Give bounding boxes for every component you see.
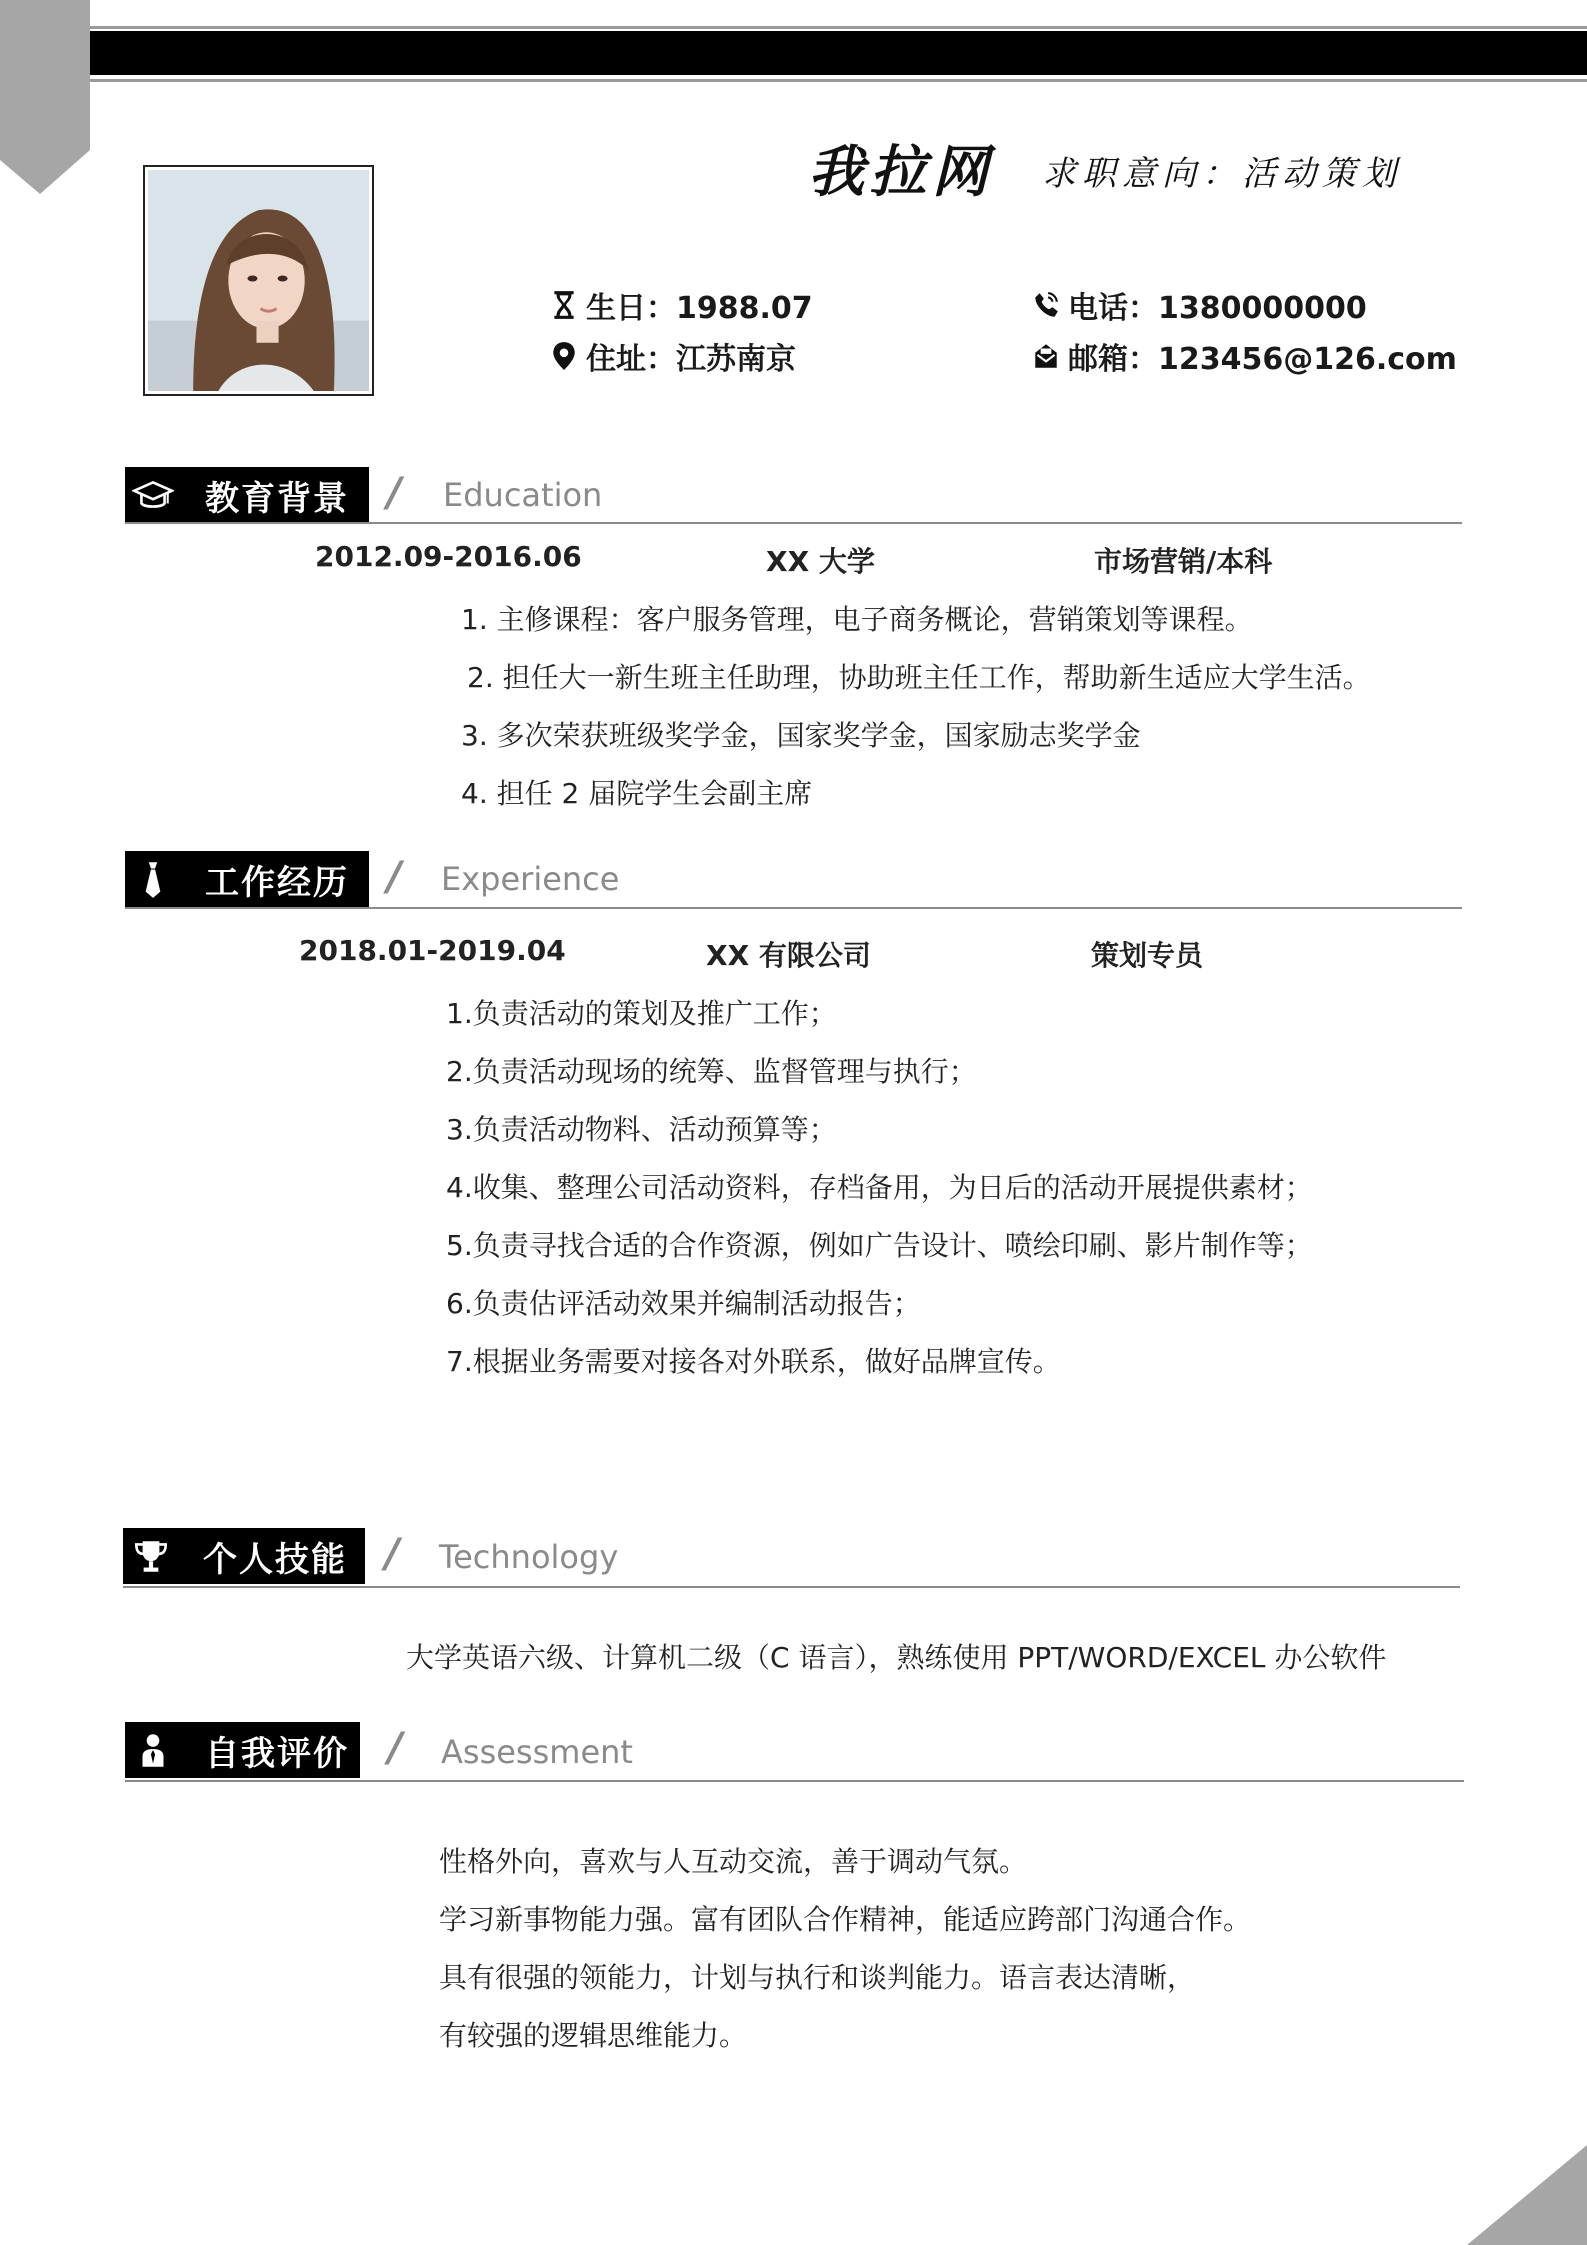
experience-item: 5.负责寻找合适的合作资源，例如广告设计、喷绘印刷、影片制作等； <box>446 1229 1313 1262</box>
skills-divider <box>123 1586 1460 1588</box>
experience-title: 工作经历 <box>205 862 349 903</box>
profile-photo <box>148 170 369 391</box>
experience-position: 策划专员 <box>1091 939 1204 972</box>
assessment-header <box>125 1722 360 1778</box>
profile-photo-frame <box>143 165 374 396</box>
top-rule-lower <box>88 79 1587 82</box>
assessment-title: 自我评价 <box>205 1733 349 1774</box>
email-row <box>1032 334 1457 378</box>
education-divider <box>125 522 1462 524</box>
trophy-icon <box>123 1528 179 1584</box>
assessment-line: 性格外向，喜欢与人互动交流，善于调动气氛。 <box>439 1845 1028 1878</box>
experience-divider <box>125 907 1462 909</box>
education-item: 4. 担任 2 届院学生会副主席 <box>461 777 813 810</box>
address-row <box>550 334 796 378</box>
education-period: 2012.09-2016.06 <box>315 540 582 573</box>
assessment-title-en: Assessment <box>441 1733 633 1771</box>
skills-title-en: Technology <box>439 1538 619 1576</box>
education-item: 2. 担任大一新生班主任助理，协助班主任工作，帮助新生适应大学生活。 <box>467 661 1371 694</box>
experience-header <box>125 851 369 907</box>
phone-text: 电话：1380000000 <box>1068 291 1367 326</box>
necktie-icon <box>125 851 181 907</box>
mail-icon <box>1032 340 1060 372</box>
assessment-slash: / <box>388 1725 403 1771</box>
birthday-text: 生日：1988.07 <box>586 291 813 326</box>
skills-slash: / <box>385 1531 400 1577</box>
job-intent: 求职意向：活动策划 <box>1042 154 1402 194</box>
corner-ribbon-top-left <box>0 0 90 194</box>
person-icon <box>125 1722 181 1778</box>
education-item: 3. 多次荣获班级奖学金，国家奖学金，国家励志奖学金 <box>461 719 1141 752</box>
applicant-name: 我拉网 <box>808 139 994 205</box>
assessment-line: 学习新事物能力强。富有团队合作精神，能适应跨部门沟通合作。 <box>439 1903 1252 1936</box>
email-text: 邮箱：123456@126.com <box>1068 342 1457 377</box>
skills-title: 个人技能 <box>203 1539 347 1580</box>
education-header <box>125 467 369 523</box>
assessment-line: 有较强的逻辑思维能力。 <box>439 2019 748 2052</box>
experience-title-en: Experience <box>441 860 620 898</box>
phone-row <box>1032 283 1367 327</box>
top-black-bar <box>88 31 1587 75</box>
top-rule-upper <box>88 26 1587 29</box>
phone-icon <box>1032 289 1060 321</box>
experience-slash: / <box>387 854 402 900</box>
experience-item: 7.根据业务需要对接各对外联系，做好品牌宣传。 <box>446 1345 1061 1378</box>
experience-item: 1.负责活动的策划及推广工作； <box>446 997 837 1030</box>
experience-period: 2018.01-2019.04 <box>299 934 566 967</box>
education-title-en: Education <box>443 476 603 514</box>
education-school: XX 大学 <box>766 545 875 578</box>
graduation-cap-icon <box>125 467 181 523</box>
experience-item: 3.负责活动物料、活动预算等； <box>446 1113 837 1146</box>
education-slash: / <box>387 470 402 516</box>
hourglass-icon <box>550 289 578 321</box>
location-pin-icon <box>550 340 578 372</box>
assessment-divider <box>125 1780 1464 1782</box>
education-item: 1. 主修课程：客户服务管理，电子商务概论，营销策划等课程。 <box>461 603 1253 636</box>
experience-item: 4.收集、整理公司活动资料，存档备用，为日后的活动开展提供素材； <box>446 1171 1313 1204</box>
skills-text: 大学英语六级、计算机二级（C 语言），熟练使用 PPT/WORD/EXCEL 办公软件 <box>406 1641 1387 1674</box>
education-title: 教育背景 <box>205 478 349 519</box>
corner-triangle-bottom-right <box>1467 2145 1587 2245</box>
birthday-row <box>550 283 813 327</box>
experience-item: 2.负责活动现场的统筹、监督管理与执行； <box>446 1055 977 1088</box>
experience-company: XX 有限公司 <box>706 939 871 972</box>
address-text: 住址：江苏南京 <box>586 342 796 377</box>
experience-item: 6.负责估评活动效果并编制活动报告； <box>446 1287 921 1320</box>
education-major: 市场营销/本科 <box>1094 545 1273 578</box>
skills-header <box>123 1528 365 1584</box>
assessment-line: 具有很强的领能力，计划与执行和谈判能力。语言表达清晰， <box>439 1961 1196 1994</box>
